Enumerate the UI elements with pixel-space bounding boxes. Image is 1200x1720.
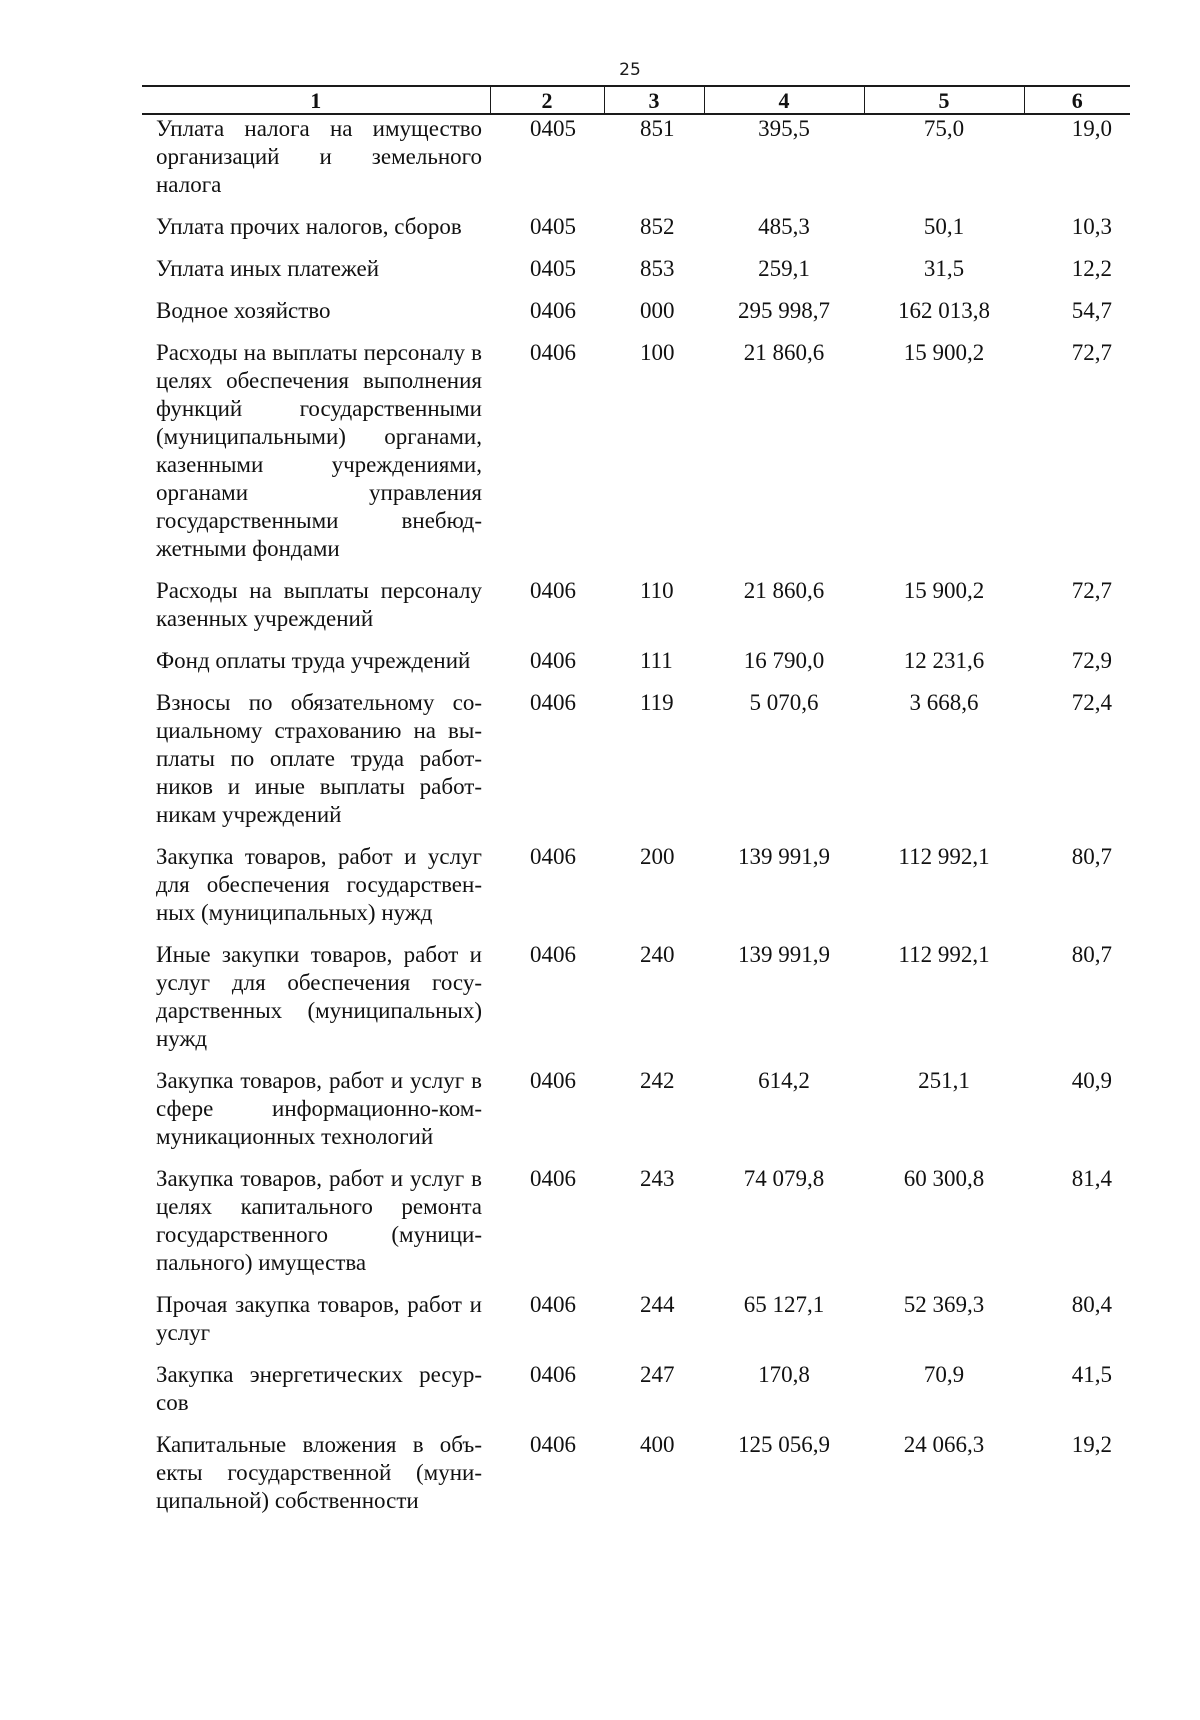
column-header-6: 6	[1024, 86, 1130, 114]
expense-name-cell: Капитальные вложения в объекты государственной (муниципальной) собственности	[156, 1432, 482, 1513]
planned-amount-cell: 139 991,9	[738, 942, 830, 967]
actual-amount-cell: 162 013,8	[898, 298, 990, 323]
actual-amount-cell: 12 231,6	[903, 648, 985, 673]
actual-amount-cell: 52 369,3	[903, 1292, 985, 1317]
execution-percent-cell: 80,4	[1071, 1292, 1112, 1317]
expense-type-code-cell: 119	[640, 690, 674, 715]
table-row	[142, 1361, 1130, 1431]
actual-amount-cell: 60 300,8	[903, 1166, 985, 1191]
table-row	[142, 1165, 1130, 1291]
planned-amount-cell: 259,1	[758, 256, 810, 281]
expense-name-cell: Расходы на выплаты персоналу казенных учреждений	[156, 578, 482, 631]
budget-execution-table	[142, 85, 1130, 1529]
actual-amount-cell: 112 992,1	[898, 844, 990, 869]
execution-percent-cell: 72,7	[1071, 340, 1112, 365]
table-row	[142, 647, 1130, 689]
expense-type-code-cell: 100	[640, 340, 675, 365]
planned-amount-cell: 74 079,8	[743, 1166, 825, 1191]
planned-amount-cell: 139 991,9	[738, 844, 830, 869]
expense-name-cell: Взносы по обязательному социальному страхованию на выплаты по оплате труда работников и иные выплаты работникам учреждений	[156, 690, 482, 827]
expense-name-cell: Уплата налога на имущество организаций и земельного налога	[156, 116, 482, 197]
execution-percent-cell: 80,7	[1071, 844, 1112, 869]
table-body	[142, 114, 1130, 1529]
section-code-cell: 0406	[530, 844, 576, 869]
section-code-cell: 0406	[530, 690, 576, 715]
table-row	[142, 114, 1130, 213]
column-header-5: 5	[864, 86, 1024, 114]
execution-percent-cell: 72,9	[1071, 648, 1112, 673]
expense-name-cell: Уплата прочих налогов, сборов	[156, 214, 462, 239]
table-row	[142, 843, 1130, 941]
actual-amount-cell: 75,0	[923, 116, 965, 141]
section-code-cell: 0405	[530, 214, 576, 239]
table-row	[142, 941, 1130, 1067]
planned-amount-cell: 5 070,6	[749, 690, 819, 715]
execution-percent-cell: 81,4	[1071, 1166, 1112, 1191]
execution-percent-cell: 19,0	[1071, 116, 1112, 141]
page-number: 25	[619, 60, 641, 80]
expense-type-code-cell: 244	[640, 1292, 675, 1317]
execution-percent-cell: 41,5	[1071, 1362, 1112, 1387]
section-code-cell: 0406	[530, 298, 576, 323]
execution-percent-cell: 19,2	[1071, 1432, 1112, 1457]
expense-name-cell: Водное хозяйство	[156, 298, 331, 323]
section-code-cell: 0406	[530, 1432, 576, 1457]
expense-type-code-cell: 000	[640, 298, 675, 323]
planned-amount-cell: 65 127,1	[743, 1292, 825, 1317]
table-row	[142, 1431, 1130, 1529]
actual-amount-cell: 15 900,2	[903, 578, 985, 603]
expense-type-code-cell: 110	[640, 578, 674, 603]
execution-percent-cell: 54,7	[1071, 298, 1112, 323]
expense-name-cell: Закупка товаров, работ и услуг в целях капитального ремонта государственного (муниципального) имущества	[156, 1166, 482, 1275]
expense-name-cell: Закупка энергетических ресурсов	[156, 1362, 482, 1415]
planned-amount-cell: 16 790,0	[743, 648, 825, 673]
column-header-3: 3	[604, 86, 704, 114]
expense-type-code-cell: 242	[640, 1068, 675, 1093]
section-code-cell: 0406	[530, 1292, 576, 1317]
expense-type-code-cell: 243	[640, 1166, 675, 1191]
section-code-cell: 0406	[530, 648, 576, 673]
actual-amount-cell: 50,1	[923, 214, 965, 239]
actual-amount-cell: 24 066,3	[903, 1432, 985, 1457]
planned-amount-cell: 614,2	[758, 1068, 810, 1093]
section-code-cell: 0406	[530, 1068, 576, 1093]
planned-amount-cell: 395,5	[758, 116, 810, 141]
expense-name-cell: Фонд оплаты труда учреждений	[156, 648, 471, 673]
section-code-cell: 0406	[530, 1166, 576, 1191]
actual-amount-cell: 31,5	[923, 256, 965, 281]
section-code-cell: 0406	[530, 578, 576, 603]
column-header-1: 1	[142, 86, 490, 114]
expense-type-code-cell: 853	[640, 256, 675, 281]
expense-type-code-cell: 400	[640, 1432, 675, 1457]
column-header-4: 4	[704, 86, 864, 114]
planned-amount-cell: 170,8	[758, 1362, 810, 1387]
table-row	[142, 297, 1130, 339]
execution-percent-cell: 10,3	[1071, 214, 1112, 239]
execution-percent-cell: 40,9	[1071, 1068, 1112, 1093]
expense-name-cell: Расходы на выплаты персоналу в целях обеспечения выполнения функций государственными (муниципальными) органами, казенными учреждениями, органами управления государственными внебюджетными фондами	[156, 340, 482, 561]
column-header-2: 2	[490, 86, 604, 114]
expense-type-code-cell: 852	[640, 214, 675, 239]
table-row	[142, 213, 1130, 255]
execution-percent-cell: 12,2	[1071, 256, 1112, 281]
table-row	[142, 689, 1130, 843]
expense-name-cell: Закупка товаров, работ и услуг в сфере информационно-коммуникационных технологий	[156, 1068, 482, 1149]
planned-amount-cell: 21 860,6	[743, 578, 825, 603]
expense-type-code-cell: 240	[640, 942, 675, 967]
table-row	[142, 1067, 1130, 1165]
expense-type-code-cell: 111	[640, 648, 673, 673]
planned-amount-cell: 295 998,7	[738, 298, 830, 323]
execution-percent-cell: 72,4	[1071, 690, 1112, 715]
actual-amount-cell: 112 992,1	[898, 942, 990, 967]
actual-amount-cell: 70,9	[923, 1362, 965, 1387]
table-row	[142, 1291, 1130, 1361]
actual-amount-cell: 251,1	[918, 1068, 970, 1093]
section-code-cell: 0406	[530, 942, 576, 967]
section-code-cell: 0406	[530, 340, 576, 365]
table-row	[142, 339, 1130, 577]
expense-name-cell: Прочая закупка товаров, работ и услуг	[156, 1292, 482, 1345]
actual-amount-cell: 15 900,2	[903, 340, 985, 365]
expense-name-cell: Иные закупки товаров, работ и услуг для обеспечения государственных (муниципальных) нужд	[156, 942, 482, 1051]
execution-percent-cell: 72,7	[1071, 578, 1112, 603]
planned-amount-cell: 125 056,9	[738, 1432, 830, 1457]
table-row	[142, 577, 1130, 647]
section-code-cell: 0405	[530, 116, 576, 141]
execution-percent-cell: 80,7	[1071, 942, 1112, 967]
expense-name-cell: Закупка товаров, работ и услуг для обеспечения государственных (муниципальных) нужд	[156, 844, 482, 925]
expense-type-code-cell: 200	[640, 844, 675, 869]
section-code-cell: 0406	[530, 1362, 576, 1387]
section-code-cell: 0405	[530, 256, 576, 281]
table-row	[142, 255, 1130, 297]
planned-amount-cell: 21 860,6	[743, 340, 825, 365]
header-row	[142, 86, 1130, 114]
planned-amount-cell: 485,3	[758, 214, 810, 239]
expense-type-code-cell: 247	[640, 1362, 675, 1387]
expense-name-cell: Уплата иных платежей	[156, 256, 380, 281]
actual-amount-cell: 3 668,6	[909, 690, 979, 715]
expense-type-code-cell: 851	[640, 116, 675, 141]
